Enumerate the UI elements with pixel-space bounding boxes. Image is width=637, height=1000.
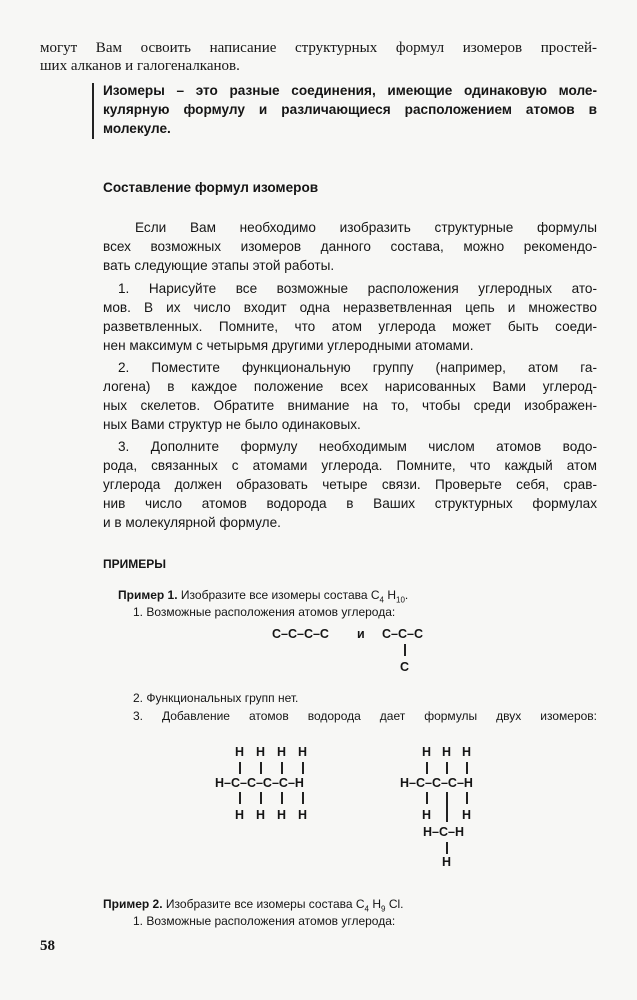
subscript: 10 [396, 595, 405, 605]
body-line: всех возможных изомеров данного состава, можно рекомендо- [103, 239, 597, 254]
intro-line: могут Вам освоить написание структурных формул изомеров простей- [40, 40, 597, 56]
body-line: 2. Поместите функциональную группу (например, атом га- [118, 360, 597, 375]
formula-h: H [387, 588, 397, 602]
chain-branched: C–C–C [382, 627, 423, 641]
section-heading: Составление формул изомеров [103, 180, 319, 195]
branch-carbon: C [400, 660, 410, 674]
atom: H [298, 745, 308, 759]
bond [446, 762, 448, 774]
atom: H [277, 808, 287, 822]
period: . [404, 588, 409, 602]
and-word: и [357, 627, 365, 641]
bond [446, 842, 448, 854]
example2-step1: 1. Возможные расположения атомов углерода: [133, 914, 396, 928]
atom: H [235, 745, 245, 759]
bond [446, 792, 448, 822]
body-line: рода, связанных с атомами углерода. Помните, что каждый атом [103, 458, 597, 473]
example1-step2: 2. Функциональных групп нет. [133, 691, 299, 705]
atom: H [442, 745, 452, 759]
body-line: углерода должен образовать четыре связи. Проверьте себя, срав- [103, 477, 597, 492]
body-line: мов. В их число входит одна неразветвленная цепь и множество [103, 300, 597, 315]
example1-step1: 1. Возможные расположения атомов углерода: [133, 605, 396, 619]
atom: H [256, 745, 266, 759]
body-line: Если Вам необходимо изобразить структурные формулы [135, 220, 597, 235]
bond [260, 762, 262, 774]
body-line: 3. Дополните формулу необходимым числом атомов водо- [118, 439, 597, 454]
body-line: нен максимум с четырьмя другими углеродными атомами. [103, 338, 474, 353]
task-text: Изобразите все изомеры состава C [180, 588, 380, 602]
body-line: разветвленных. Помните, что атом углерода может быть соеди- [103, 319, 597, 334]
page-number: 58 [40, 938, 55, 954]
formula-h: H [372, 897, 382, 911]
subscript: 4 [364, 904, 369, 914]
bond [239, 762, 241, 774]
definition-line: молекуле. [103, 121, 171, 136]
bond [426, 792, 428, 804]
subscript: 4 [379, 595, 384, 605]
body-line: нив число атомов водорода в Ваших структурных формулах [103, 496, 597, 511]
atom: H [422, 808, 432, 822]
chain-straight: C–C–C–C [272, 627, 329, 641]
body-line: 1. Нарисуйте все возможные расположения углеродных ато- [118, 281, 597, 296]
atom: H [422, 745, 432, 759]
body-line: вать следующие этапы этой работы. [103, 258, 335, 273]
task-text: Изобразите все изомеры состава C [165, 897, 365, 911]
bond [466, 762, 468, 774]
bond [281, 792, 283, 804]
bond [281, 762, 283, 774]
body-line: логена) в каждое положение всех нарисованных Вами углерод- [103, 379, 597, 394]
definition-bar [92, 83, 94, 139]
formula-cl: Cl. [388, 897, 404, 911]
example1-label: Пример 1. [118, 588, 178, 602]
bond [404, 644, 406, 656]
atom: H–C–C–C–H [400, 776, 473, 790]
bond [302, 792, 304, 804]
example1-step3: 3. Добавление атомов водорода дает формулы двух изомеров: [133, 709, 597, 723]
body-line: ных Вами структур не было одинаковых. [103, 417, 361, 432]
atom: H–C–C–C–C–H [215, 776, 304, 790]
atom: H [256, 808, 266, 822]
bond [466, 792, 468, 804]
definition-line: Изомеры – это разные соединения, имеющие одинаковую моле- [103, 83, 597, 98]
bond [239, 792, 241, 804]
atom: H [235, 808, 245, 822]
examples-heading: ПРИМЕРЫ [103, 557, 167, 571]
atom: H [298, 808, 308, 822]
body-line: ных скелетов. Обратите внимание на то, чтобы среди изображен- [103, 398, 597, 413]
subscript: 9 [381, 904, 386, 914]
atom: H [277, 745, 287, 759]
bond [426, 762, 428, 774]
bond [260, 792, 262, 804]
definition-line: кулярную формулу и различающиеся расположением атомов в [103, 102, 597, 117]
atom: H [462, 808, 472, 822]
intro-line: ших алканов и галогеналканов. [40, 58, 240, 74]
example2-label: Пример 2. [103, 897, 163, 911]
body-line: и в молекулярной формуле. [103, 515, 281, 530]
atom: H [442, 855, 452, 869]
atom: H [462, 745, 472, 759]
atom: H–C–H [423, 825, 464, 839]
bond [302, 762, 304, 774]
